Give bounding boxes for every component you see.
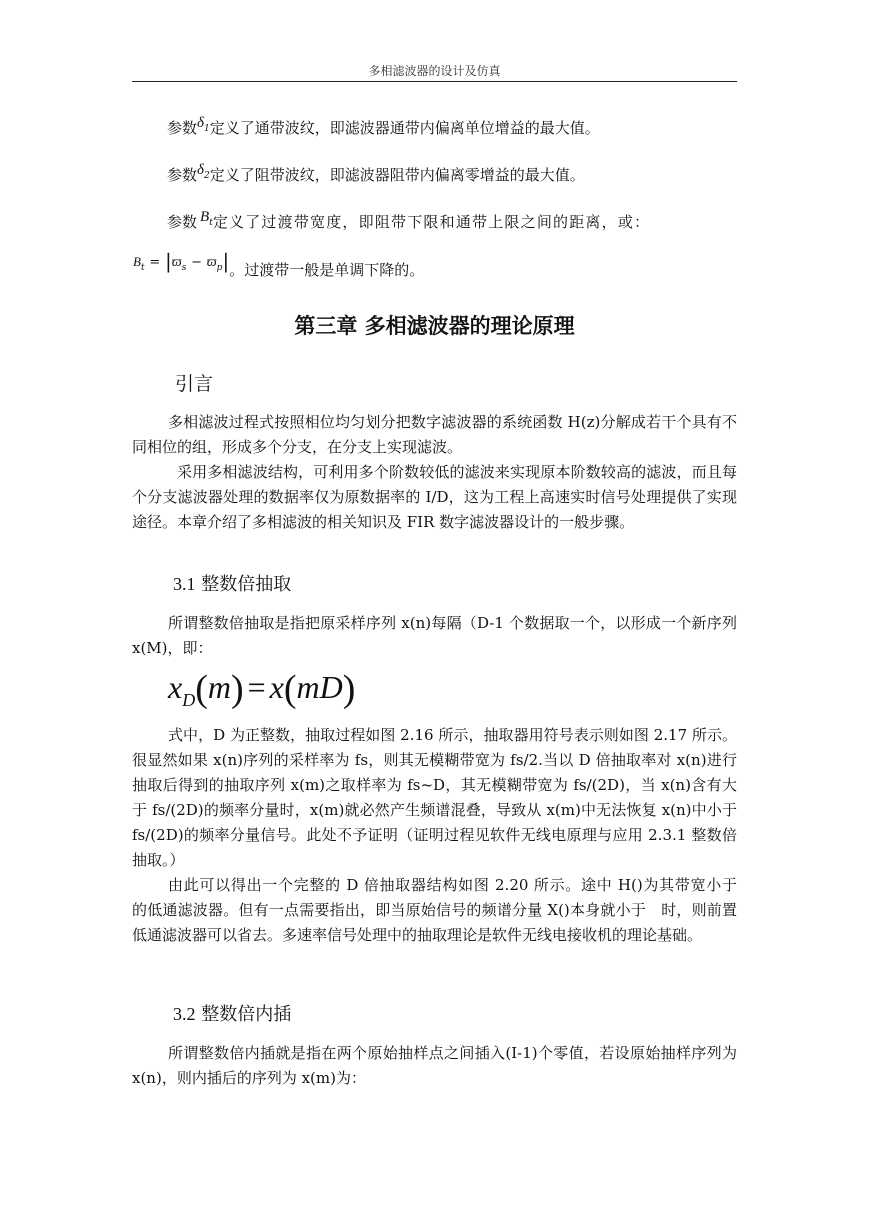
transition-band-formula xyxy=(133,249,425,279)
delta-subscript: 1 xyxy=(204,124,210,134)
header-rule xyxy=(132,81,737,82)
section-3-1-body xyxy=(132,723,753,948)
section-3-1-paragraph-2: 式中，D 为正整数，抽取过程如图 2.16 所示，抽取器用符号表示则如图 2.17 所示。很显然如果 x(n)序列的采样率为 fs，则其无模糊带宽为 fs/2.当以 D 倍抽取率对 x(n)进行抽取后得到的抽取序列 x(m)之取样率为 fs~D，其无模糊带宽为 fs/(2D)，当 x(n)含有大于 fs/(2D)的频率分量时，x(m)就必然产生频谱混叠，导致从 x(m)中无法恢复 x(n)中小于 fs/(2D)的频率分量信号。此处不予证明（证明过程见软件无线电原理与应用 2.3.1 整数倍抽取。） xyxy=(132,726,737,869)
section-3-1-paragraph-1: 所谓整数倍抽取是指把原采样序列 x(n)每隔（D-1 个数据取一个，以形成一个新序列 x(M)，即： xyxy=(132,614,737,657)
section-3-1-paragraph-3: 由此可以得出一个完整的 D 倍抽取器结构如图 2.20 所示。途中 H()为其带宽小于 的低通滤波器。但有一点需要指出，即当原始信号的频谱分量 X()本身就小于 时，则前置低通滤波器可以省去。多速率信号处理中的抽取理论是软件无线电接收机的理论基础。 xyxy=(132,876,753,944)
param-delta1-line xyxy=(167,115,600,143)
intro-paragraphs xyxy=(132,410,737,535)
eq-rhs-x: x xyxy=(269,669,284,705)
param-text: 定义了通带波纹，即滤波器通带内偏离单位增益的最大值。 xyxy=(209,119,600,137)
delta-symbol: δ xyxy=(197,162,204,178)
section-title: 整数倍抽取 xyxy=(201,574,292,595)
param-bt-line xyxy=(167,209,651,237)
delta-subscript: 2 xyxy=(204,171,210,181)
section-3-1-heading xyxy=(173,570,291,596)
intro-paragraph-2: 采用多相滤波结构，可利用多个阶数较低的滤波来实现原本阶数较高的滤波，而且每个分支滤波器处理的数据率仅为原数据率的 I/D，这为工程上高速实时信号处理提供了实现途径。本章介绍了多相滤波的相关知识及 FIR 数字滤波器设计的一般步骤。 xyxy=(132,463,737,531)
param-prefix: 参数 xyxy=(167,213,198,231)
decimation-equation xyxy=(168,667,355,711)
eq-paren-open-2: ( xyxy=(283,668,297,710)
section-number: 3.1 xyxy=(173,574,196,594)
chapter-title: 第三章 多相滤波器的理论原理 xyxy=(294,314,575,338)
section-3-2-heading xyxy=(173,1000,291,1026)
eq-equals: = xyxy=(247,669,266,705)
eq-md: mD xyxy=(296,669,343,705)
section-number: 3.2 xyxy=(173,1004,196,1024)
formula-p-sub: p xyxy=(216,263,223,273)
param-text: 定义了过渡带宽度，即阻带下限和通带上限之间的距离，或： xyxy=(212,213,651,231)
formula-tail-text: 。过渡带一般是单调下降的。 xyxy=(229,261,425,279)
param-delta2-line xyxy=(167,162,585,190)
eq-paren-open: ( xyxy=(195,668,208,710)
abs-bar-right: | xyxy=(222,249,230,273)
eq-sub-d: D xyxy=(182,690,196,710)
formula-b: B xyxy=(133,254,141,269)
section-3-2-paragraph-1: 所谓整数倍内插就是指在两个原始抽样点之间插入(I-1)个零值，若设原始抽样序列为 x(n)，则内插后的序列为 x(m)为： xyxy=(132,1044,737,1087)
eq-paren-close: ) xyxy=(230,668,244,710)
formula-s-sub: s xyxy=(181,263,187,273)
section-3-2-body xyxy=(132,1041,737,1091)
param-prefix: 参数 xyxy=(167,119,198,137)
param-text: 定义了阻带波纹，即滤波器阻带内偏离零增益的最大值。 xyxy=(209,166,585,184)
intro-paragraph-1: 多相滤波过程式按照相位均匀划分把数字滤波器的系统函数 H(z)分解成若干个具有不同相位的组，形成多个分支，在分支上实现滤波。 xyxy=(132,413,737,456)
formula-omega-p: ϖ xyxy=(206,255,217,270)
running-header: 多相滤波器的设计及仿真 xyxy=(368,64,501,78)
eq-paren-close-2: ) xyxy=(342,668,356,710)
eq-x: x xyxy=(168,669,183,705)
delta-symbol: δ xyxy=(197,115,204,131)
formula-b-sub: t xyxy=(140,263,145,273)
formula-minus: − xyxy=(191,255,202,270)
intro-heading: 引言 xyxy=(175,373,214,395)
section-3-1-intro xyxy=(132,611,737,661)
section-title: 整数倍内插 xyxy=(201,1004,292,1025)
bt-subscript: t xyxy=(209,218,213,228)
formula-omega-s: ϖ xyxy=(171,255,182,270)
formula-equals: = xyxy=(149,255,161,270)
param-prefix: 参数 xyxy=(167,166,198,184)
bt-symbol: B xyxy=(200,209,210,225)
eq-m: m xyxy=(207,669,231,705)
abs-bar-left: | xyxy=(165,249,172,273)
